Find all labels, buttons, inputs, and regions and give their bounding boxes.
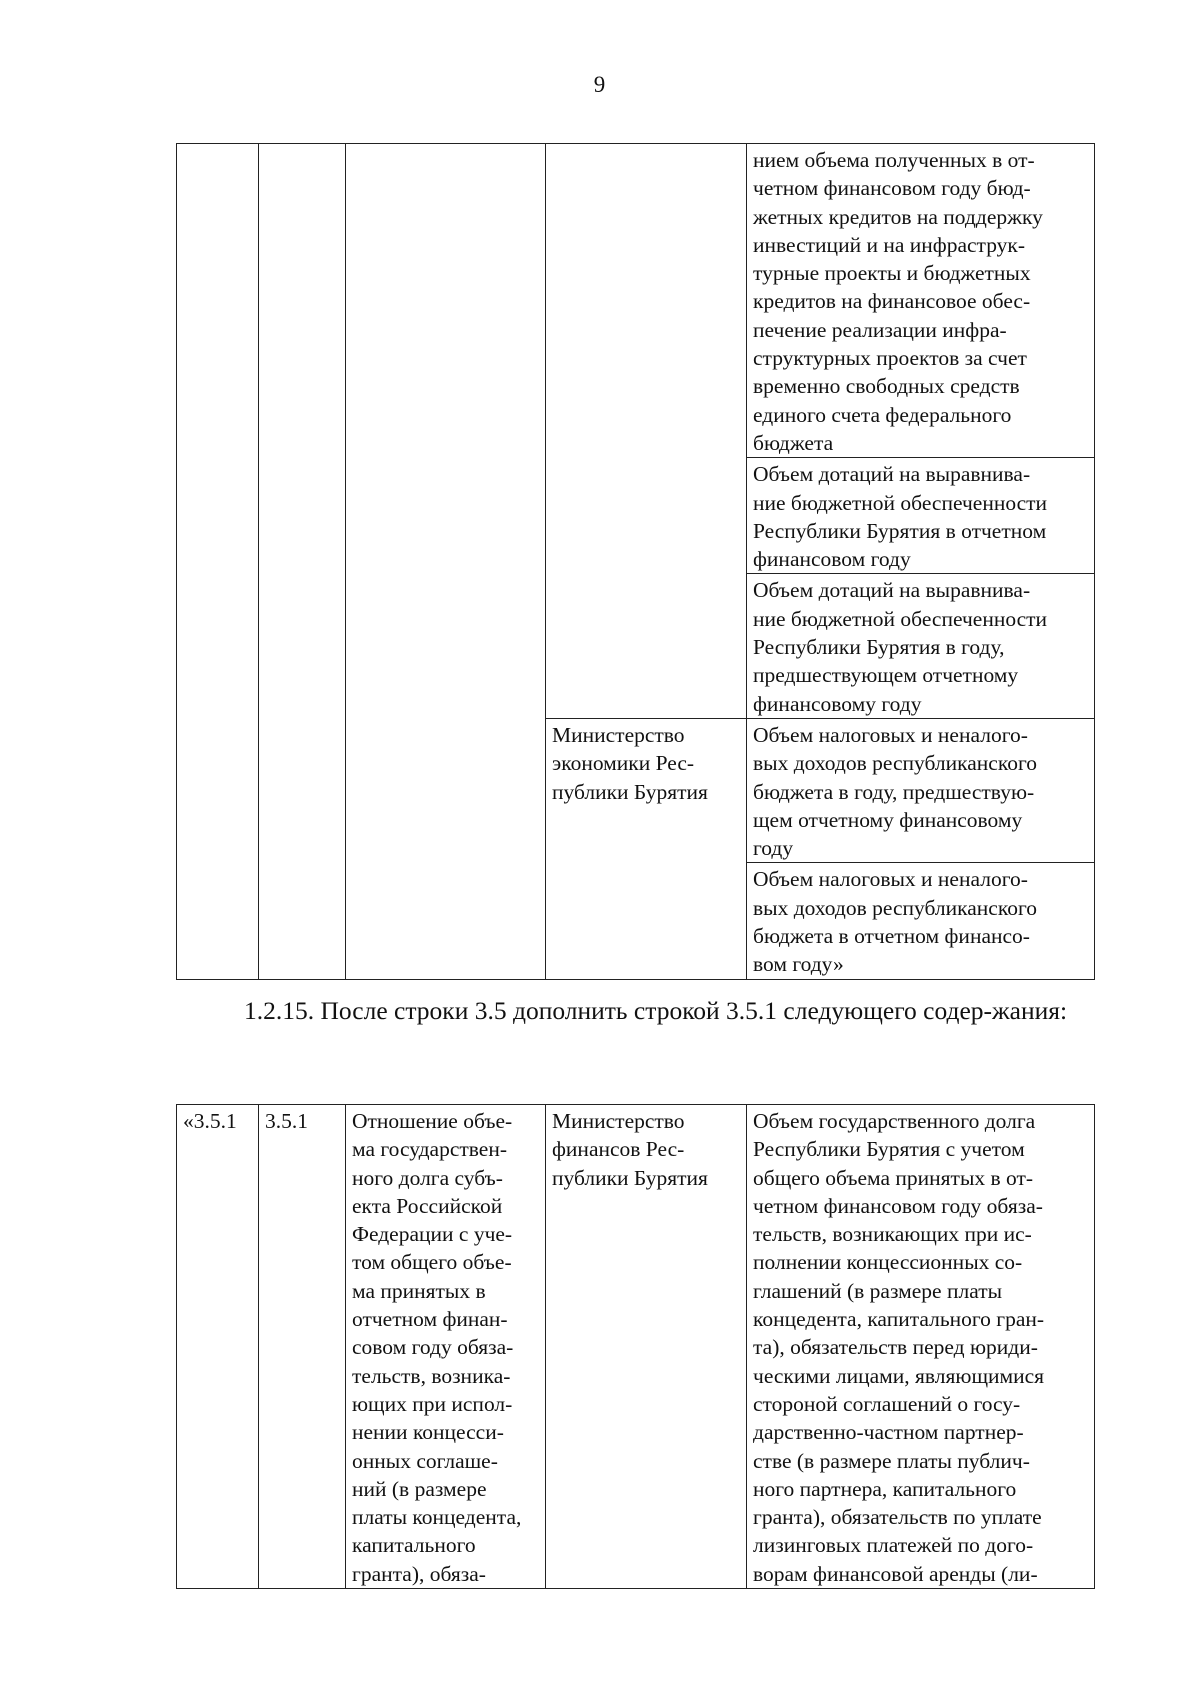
table-row <box>177 144 1095 458</box>
table-cell-responsible: Министерство финансов Рес- публики Бурятия <box>546 1105 747 1589</box>
indicators-table-continuation <box>176 143 1095 980</box>
table-cell-source-indicator: Объем государственного долга Республики Бурятия с учетом общего объема принятых в от- четном финансовом году обяза- тельств, возникающих при ис- полнении концессионных со- глашений (в размере платы концедента, капитального гран- та), обязательств перед юриди- ческими лицами, являющимися стороной соглашений о госу- дарственно-частном партнер- стве (в размере платы публич- ного партнера, капитального гранта), обязательств по уплате лизинговых платежей по дого- ворам финансовой аренды (ли- <box>747 1105 1095 1589</box>
table-cell-source-indicator: Объем дотаций на выравнива- ние бюджетной обеспеченности Республики Бурятия в отчетном финансовом году <box>747 458 1095 574</box>
indicators-table-new-row <box>176 1104 1095 1589</box>
table-cell-code: 3.5.1 <box>259 1105 346 1589</box>
amendment-paragraph: 1.2.15. После строки 3.5 дополнить строкой 3.5.1 следующего содер-жания: <box>244 996 1068 1025</box>
table-cell-code <box>259 144 346 980</box>
table-cell-responsible <box>546 144 747 719</box>
table-cell-source-indicator: нием объема полученных в от- четном финансовом году бюд- жетных кредитов на поддержку инвестиций и на инфраструк- турные проекты и бюджетных кредитов на финансовое обес- печение реализации инфра- структурных проектов за счет временно свободных средств единого счета федерального бюджета <box>747 144 1095 458</box>
table-cell-responsible: Министерство экономики Рес- публики Бурятия <box>546 718 747 979</box>
table-cell-source-indicator: Объем дотаций на выравнива- ние бюджетной обеспеченности Республики Бурятия в году, предшествующем отчетному финансовому году <box>747 574 1095 718</box>
page-number: 9 <box>593 72 606 97</box>
table-cell-number <box>177 144 259 980</box>
table-cell-number: «3.5.1 <box>177 1105 259 1589</box>
table-cell-source-indicator: Объем налоговых и неналого- вых доходов республиканского бюджета в году, предшествую- щем отчетному финансовому году <box>747 718 1095 862</box>
table-cell-source-indicator: Объем налоговых и неналого- вых доходов республиканского бюджета в отчетном финансо- вом году» <box>747 863 1095 979</box>
table-cell-indicator-name: Отношение объе- ма государствен- ного долга субъ- екта Российской Федерации с уче- том общего объе- ма принятых в отчетном финан- совом году обяза- тельств, возника- ющих при испол- нении концесси- онных соглаше- ний (в размере платы концедента, капитального гранта), обяза- <box>346 1105 546 1589</box>
table-row <box>177 1105 1095 1589</box>
table-cell-indicator-name <box>346 144 546 980</box>
